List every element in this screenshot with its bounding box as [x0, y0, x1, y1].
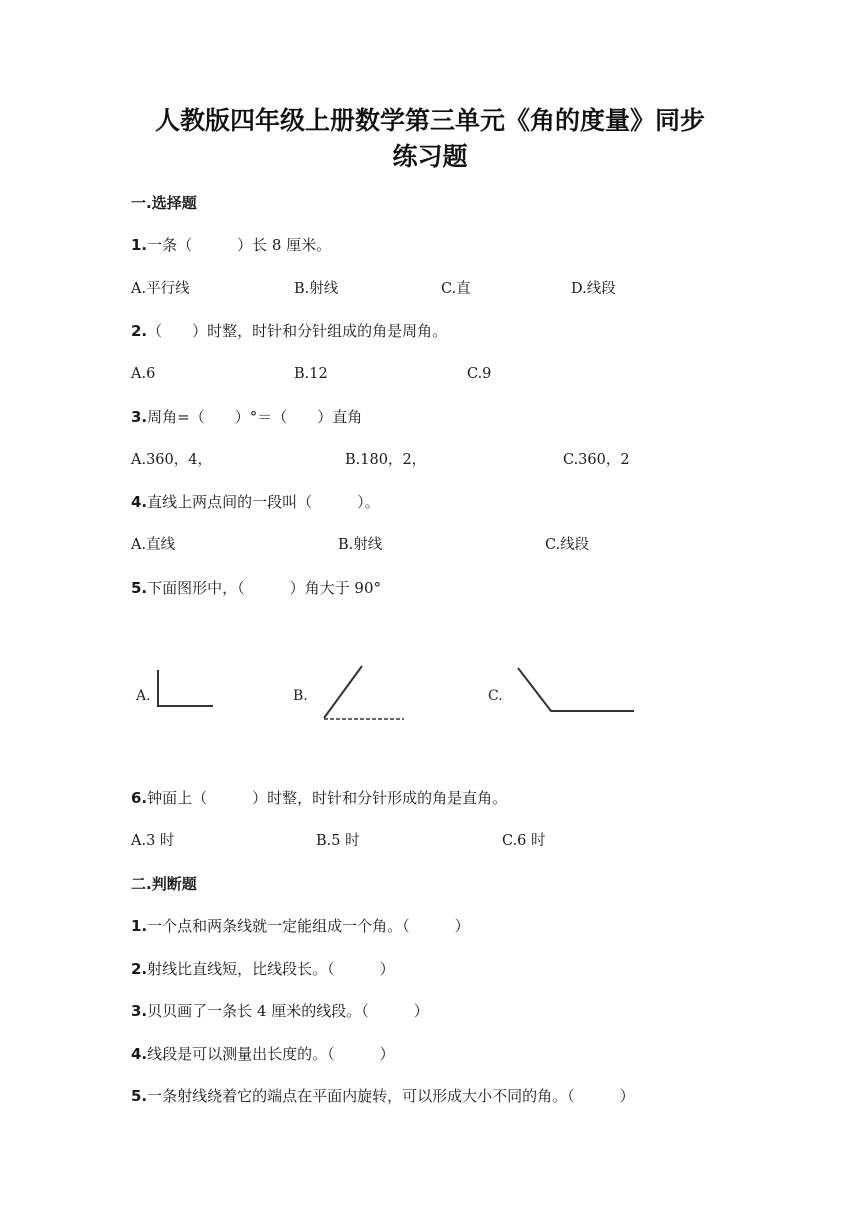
option-a[interactable]: A.直线	[131, 537, 176, 553]
question-5	[131, 578, 381, 598]
angle-ray	[324, 666, 362, 718]
question-text: 线段是可以测量出长度的。（ ）	[147, 1045, 395, 1063]
option-c[interactable]: C.直	[441, 281, 471, 297]
option-c[interactable]: C.6 时	[502, 833, 546, 849]
question-number: 5.	[131, 579, 148, 597]
figure-label-b: B.	[293, 688, 308, 704]
question-text: 一条（ ）长 8 厘米。	[147, 236, 332, 254]
options-row-6	[0, 831, 860, 851]
figure-label-a: A.	[136, 688, 151, 704]
judgement-1	[131, 916, 470, 936]
question-4	[131, 492, 380, 512]
angle-figure-b[interactable]	[293, 666, 404, 719]
page-title-line-1: 人教版四年级上册数学第三单元《角的度量》同步	[154, 106, 705, 135]
judgement-3	[131, 1001, 429, 1021]
figure-label-c: C.	[488, 688, 503, 704]
option-b[interactable]: B.12	[294, 366, 328, 382]
options-row-3	[0, 450, 860, 470]
question-3	[131, 407, 362, 427]
judgement-2	[131, 959, 395, 979]
option-a[interactable]: A.360，4，	[131, 452, 212, 468]
obtuse-angle-shape	[518, 668, 634, 711]
question-number: 4.	[131, 1045, 148, 1063]
question-text: 下面图形中，（ ）角大于 90°	[147, 579, 381, 597]
question-text: 一个点和两条线就一定能组成一个角。（ ）	[147, 917, 470, 935]
question-1	[131, 235, 331, 255]
question-6	[131, 788, 507, 808]
angle-figures	[0, 650, 860, 740]
option-c[interactable]: C.9	[467, 366, 492, 382]
question-number: 2.	[131, 960, 148, 978]
question-number: 1.	[131, 236, 148, 254]
options-row-1	[0, 279, 860, 299]
question-number: 4.	[131, 493, 148, 511]
section-heading-choice: 一.选择题	[131, 194, 197, 212]
question-number: 3.	[131, 1002, 148, 1020]
question-text: 一条射线绕着它的端点在平面内旋转，可以形成大小不同的角。（ ）	[147, 1087, 635, 1105]
section-heading-judgement: 二.判断题	[131, 875, 197, 893]
option-c[interactable]: C.360，2	[563, 452, 630, 468]
option-c[interactable]: C.线段	[545, 537, 590, 553]
option-b[interactable]: B.射线	[294, 281, 339, 297]
right-angle-shape	[158, 670, 213, 706]
question-text: （ ）时整，时针和分针组成的角是周角。	[147, 322, 448, 340]
question-number: 6.	[131, 789, 148, 807]
page-title-line-2: 练习题	[392, 142, 468, 171]
option-b[interactable]: B.射线	[338, 537, 383, 553]
option-a[interactable]: A.3 时	[131, 833, 175, 849]
option-b[interactable]: B.180，2，	[345, 452, 427, 468]
options-row-2	[0, 364, 860, 384]
options-row-4	[0, 535, 860, 555]
option-a[interactable]: A.6	[131, 366, 156, 382]
question-number: 2.	[131, 322, 148, 340]
angle-figure-c[interactable]	[488, 668, 634, 711]
angle-figure-a[interactable]	[135, 670, 213, 706]
option-a[interactable]: A.平行线	[131, 281, 190, 297]
question-number: 1.	[131, 917, 148, 935]
question-text: 贝贝画了一条长 4 厘米的线段。（ ）	[147, 1002, 429, 1020]
question-number: 3.	[131, 408, 148, 426]
question-2	[131, 321, 447, 341]
judgement-5	[131, 1086, 635, 1106]
question-text: 直线上两点间的一段叫（ ）。	[147, 493, 380, 511]
question-text: 钟面上（ ）时整，时针和分针形成的角是直角。	[147, 789, 508, 807]
judgement-4	[131, 1044, 395, 1064]
question-text: 周角=（ ）°＝（ ）直角	[147, 408, 363, 426]
question-number: 5.	[131, 1087, 148, 1105]
option-b[interactable]: B.5 时	[316, 833, 360, 849]
option-d[interactable]: D.线段	[571, 281, 616, 297]
question-text: 射线比直线短，比线段长。（ ）	[147, 960, 395, 978]
